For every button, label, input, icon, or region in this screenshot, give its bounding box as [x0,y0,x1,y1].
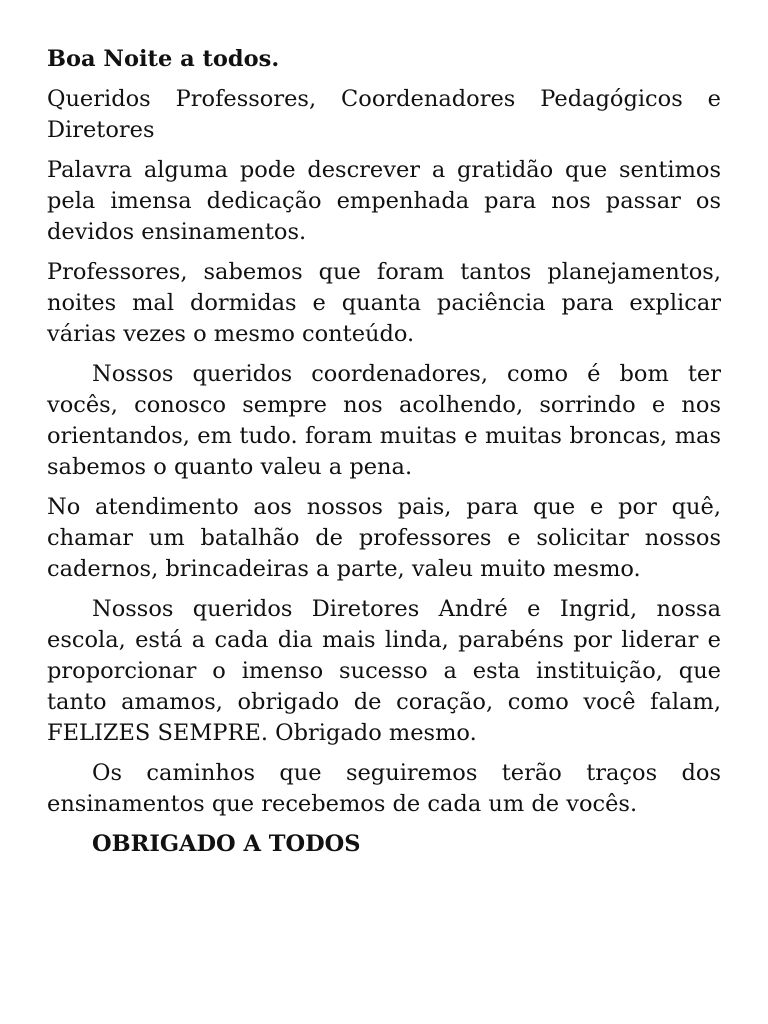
directors-paragraph: Nossos queridos Diretores André e Ingrid, nossa escola, está a cada dia mais linda, parabéns por liderar e proporcionar o imenso sucesso a esta instituição, que tanto amamos, obrigado de coração, como você falam, FELIZES SEMPRE. Obrigado mesmo. [47,596,721,746]
document-page [47,44,721,869]
parents-paragraph: No atendimento aos nossos pais, para que e por quê, chamar um batalhão de professores e solicitar nossos cadernos, brincadeiras a parte, valeu muito mesmo. [47,494,721,582]
greeting: Boa Noite a todos. [47,46,280,72]
closing-line: OBRIGADO A TODOS [92,831,361,857]
teachers-paragraph: Professores, sabemos que foram tantos planejamentos, noites mal dormidas e quanta paciência para explicar várias vezes o mesmo conteúdo. [47,259,721,347]
paths-paragraph: Os caminhos que seguiremos terão traços dos ensinamentos que recebemos de cada um de vocês. [47,760,721,817]
gratitude-paragraph: Palavra alguma pode descrever a gratidão que sentimos pela imensa dedicação empenhada para nos passar os devidos ensinamentos. [47,157,721,245]
coordinators-paragraph: Nossos queridos coordenadores, como é bom ter vocês, conosco sempre nos acolhendo, sorrindo e nos orientandos, em tudo. foram muitas e muitas broncas, mas sabemos o quanto valeu a pena. [47,361,721,480]
salutation-paragraph: Queridos Professores, Coordenadores Pedagógicos e Diretores [47,86,721,143]
